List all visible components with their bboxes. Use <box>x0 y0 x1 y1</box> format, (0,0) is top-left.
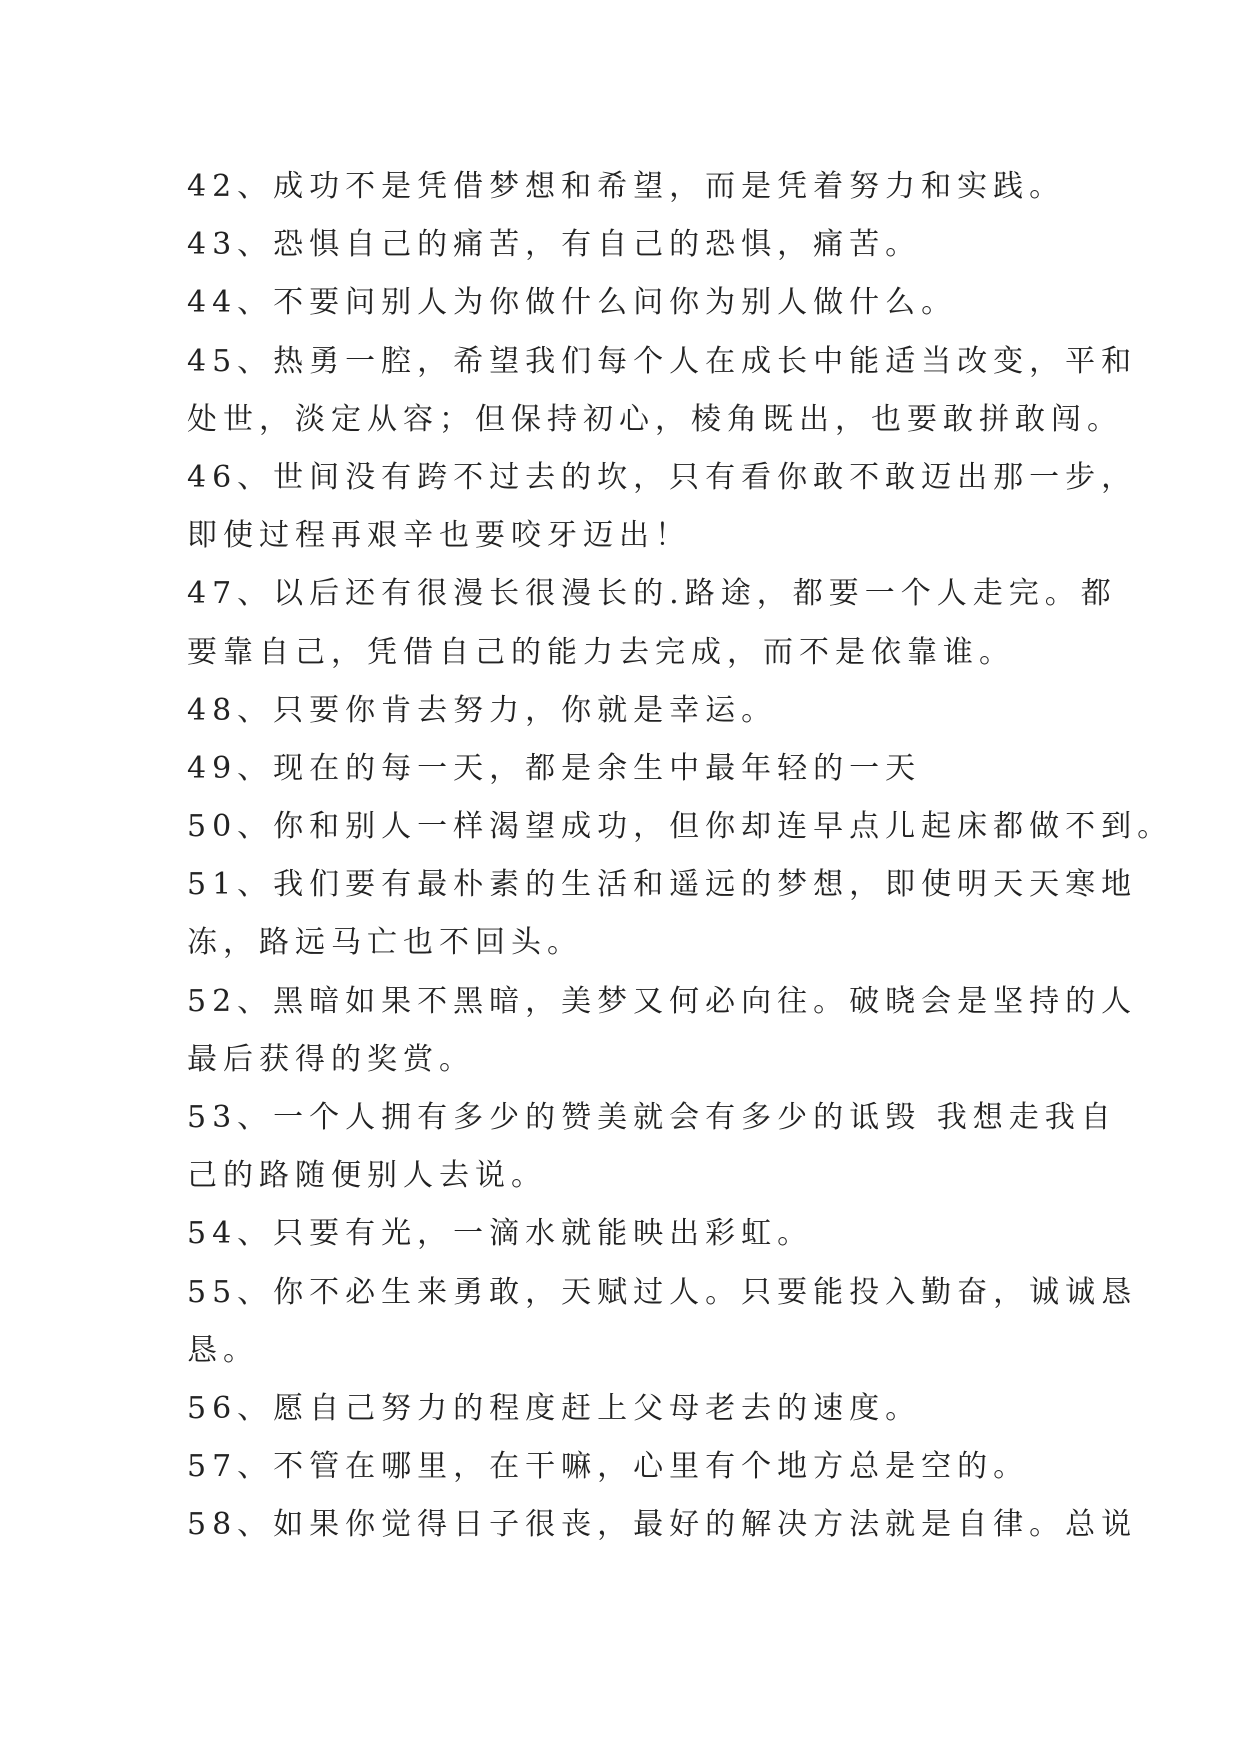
text-line-55b: 恳。 <box>187 1332 259 1368</box>
text-line-54: 54、只要有光，一滴水就能映出彩虹。 <box>187 1216 814 1252</box>
text-line-51a: 51、我们要有最朴素的生活和遥远的梦想，即使明天天寒地 <box>187 867 1138 903</box>
text-line-53b: 己的路随便别人去说。 <box>187 1158 547 1194</box>
text-line-46a: 46、世间没有跨不过去的坎，只有看你敢不敢迈出那一步， <box>187 459 1138 495</box>
text-line-44: 44、不要问别人为你做什么问你为别人做什么。 <box>187 285 958 321</box>
text-line-45b: 处世，淡定从容；但保持初心，棱角既出，也要敢拼敢闯。 <box>187 401 1123 437</box>
text-line-49: 49、现在的每一天，都是余生中最年轻的一天 <box>187 750 922 786</box>
text-line-47b: 要靠自己，凭借自己的能力去完成，而不是依靠谁。 <box>187 634 1015 670</box>
text-line-51b: 冻，路远马亡也不回头。 <box>187 925 583 961</box>
text-line-42: 42、成功不是凭借梦想和希望，而是凭着努力和实践。 <box>187 169 1066 204</box>
text-line-48: 48、只要你肯去努力，你就是幸运。 <box>187 692 778 728</box>
text-line-58: 58、如果你觉得日子很丧，最好的解决方法就是自律。总说 <box>187 1507 1138 1543</box>
text-line-46b: 即使过程再艰辛也要咬牙迈出！ <box>187 518 691 554</box>
text-line-50: 50、你和别人一样渴望成功，但你却连早点儿起床都做不到。 <box>187 809 1174 845</box>
text-line-43: 43、恐惧自己的痛苦，有自己的恐惧，痛苦。 <box>187 227 922 263</box>
text-line-45a: 45、热勇一腔，希望我们每个人在成长中能适当改变，平和 <box>187 343 1138 379</box>
text-line-47a: 47、以后还有很漫长很漫长的.路途，都要一个人走完。都 <box>187 576 1117 612</box>
text-line-53a: 53、一个人拥有多少的赞美就会有多少的诋毁 我想走我自 <box>187 1100 1117 1135</box>
text-line-55a: 55、你不必生来勇敢，天赋过人。只要能投入勤奋，诚诚恳 <box>187 1274 1138 1310</box>
quote-list <box>187 158 1174 1555</box>
text-line-56: 56、愿自己努力的程度赶上父母老去的速度。 <box>187 1390 922 1426</box>
text-line-52b: 最后获得的奖赏。 <box>187 1041 475 1077</box>
text-line-57: 57、不管在哪里，在干嘛，心里有个地方总是空的。 <box>187 1449 1030 1485</box>
text-line-52a: 52、黑暗如果不黑暗，美梦又何必向往。破晓会是坚持的人 <box>187 983 1138 1019</box>
